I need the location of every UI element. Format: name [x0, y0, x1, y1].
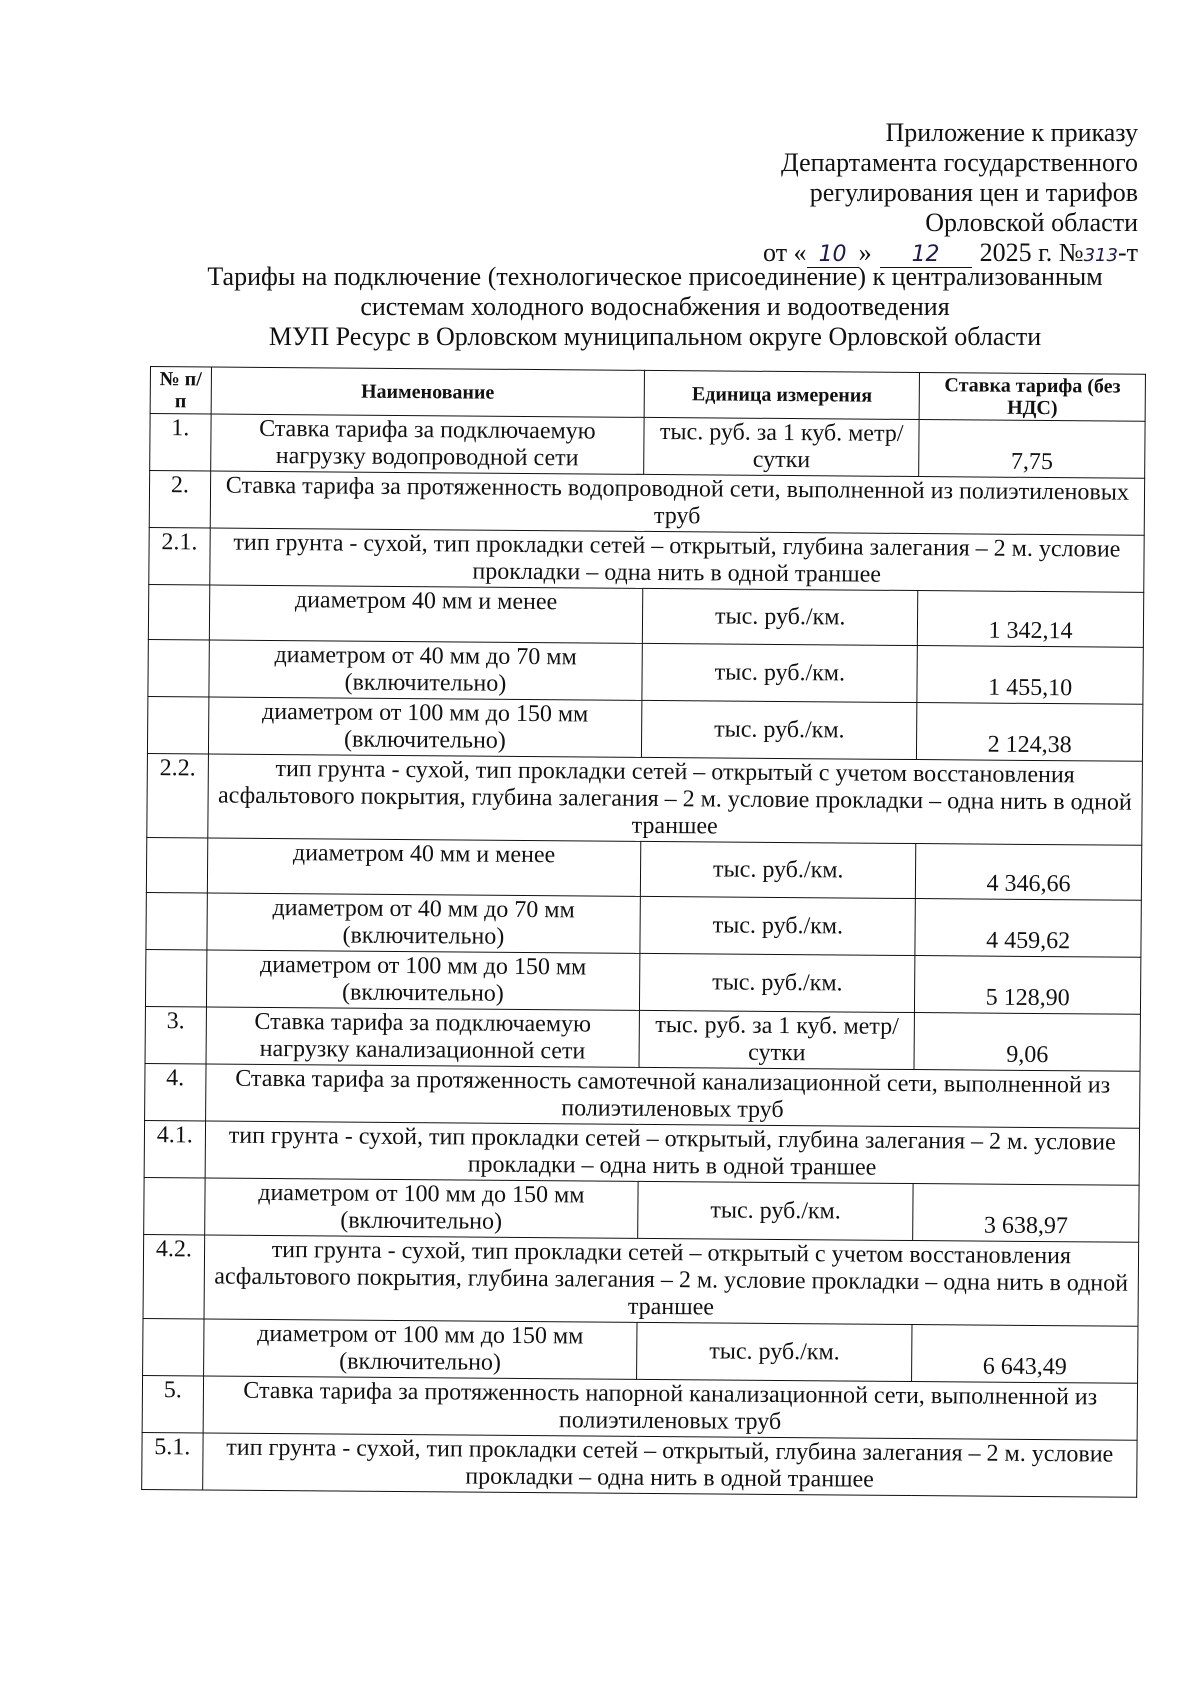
- item-unit: тыс. руб./км.: [640, 841, 916, 898]
- row-number: 2.: [149, 471, 210, 528]
- table-row: [148, 584, 1143, 647]
- row-number: [146, 892, 207, 949]
- item-value: 1 342,14: [918, 591, 1144, 648]
- table-row: [150, 414, 1145, 479]
- section-row: [142, 1432, 1137, 1497]
- row-number: 4.2.: [143, 1234, 204, 1318]
- section-title: тип грунта - сухой, тип прокладки сетей – открытый с учетом восстановления асфальтового покрытия, глубина залегания – 2 м. условие прокладки – одна нить в одной траншее: [207, 754, 1142, 845]
- table-row: [143, 1318, 1138, 1383]
- order-month-handwritten: 12: [880, 243, 972, 268]
- table-row: [144, 1177, 1139, 1242]
- section-row: [142, 1375, 1137, 1440]
- table-row: [145, 1006, 1140, 1071]
- item-name: диаметром от 100 мм до 150 мм (включительно): [204, 1178, 638, 1238]
- table-row: [147, 696, 1142, 761]
- item-unit: тыс. руб./км.: [638, 1181, 914, 1240]
- item-value: 5 128,90: [915, 956, 1141, 1015]
- order-day-handwritten: 10: [807, 243, 859, 268]
- item-value: 2 124,38: [917, 703, 1143, 762]
- order-number-handwritten: 313: [1083, 245, 1118, 266]
- item-name: диаметром 40 мм и менее: [209, 585, 643, 643]
- header-unit: Единица измерения: [644, 370, 920, 419]
- item-value: 1 455,10: [917, 646, 1143, 705]
- item-name: диаметром от 100 мм до 150 мм (включительно): [208, 697, 642, 757]
- row-number: 1.: [150, 414, 211, 471]
- section-title: тип грунта - сухой, тип прокладки сетей – открытый с учетом восстановления асфальтового покрытия, глубина залегания – 2 м. условие прокладки – одна нить в одной траншее: [204, 1235, 1139, 1326]
- document-title: [160, 262, 1150, 352]
- header-line: регулирования цен и тарифов: [809, 178, 1138, 207]
- item-value: 4 346,66: [916, 844, 1142, 901]
- row-number: [148, 584, 209, 639]
- item-value: 3 638,97: [913, 1184, 1139, 1243]
- section-row: [144, 1120, 1139, 1185]
- order-prefix: от «: [763, 238, 807, 267]
- row-number: [144, 1177, 205, 1234]
- header-value: Ставка тарифа (без НДС): [919, 373, 1145, 422]
- section-title: тип грунта - сухой, тип прокладки сетей – открытый, глубина залегания – 2 м. условие прокладки – одна нить в одной траншее: [205, 1121, 1140, 1185]
- item-value: 7,75: [919, 420, 1145, 479]
- item-unit: тыс. руб. за 1 куб. метр/сутки: [639, 1010, 915, 1069]
- table-row: [146, 892, 1141, 957]
- row-number: 5.: [142, 1375, 203, 1432]
- order-annex-header: [763, 118, 1138, 268]
- table-row: [145, 949, 1140, 1014]
- header-line: Департамента государственного: [781, 148, 1138, 177]
- title-line: системам холодного водоснабжения и водоотведения: [360, 292, 950, 321]
- item-unit: тыс. руб./км.: [640, 896, 916, 955]
- item-unit: тыс. руб./км.: [637, 1322, 913, 1381]
- row-number: 4.1.: [144, 1120, 205, 1177]
- tariff-table: [141, 366, 1146, 1498]
- item-unit: тыс. руб./км.: [642, 643, 918, 702]
- section-row: [149, 527, 1144, 592]
- item-unit: тыс. руб./км.: [640, 953, 916, 1012]
- order-suffix: -т: [1117, 238, 1138, 267]
- title-line: Тарифы на подключение (технологическое присоединение) к централизованным: [207, 262, 1103, 291]
- item-name: Ставка тарифа за подключаемую нагрузку водопроводной сети: [210, 414, 644, 474]
- item-unit: тыс. руб. за 1 куб. метр/сутки: [644, 417, 920, 476]
- section-row: [149, 471, 1144, 536]
- item-value: 4 459,62: [915, 899, 1141, 958]
- order-year: 2025 г. №: [979, 238, 1084, 267]
- item-name: Ставка тарифа за подключаемую нагрузку канализационной сети: [206, 1007, 640, 1067]
- table-body: [142, 414, 1145, 1498]
- item-name: диаметром 40 мм и менее: [207, 838, 641, 896]
- item-unit: тыс. руб./км.: [642, 588, 918, 645]
- item-name: диаметром от 100 мм до 150 мм (включительно): [206, 950, 640, 1010]
- item-name: диаметром от 100 мм до 150 мм (включительно): [203, 1319, 637, 1379]
- header-line: Орловской области: [925, 208, 1138, 237]
- section-title: тип грунта - сухой, тип прокладки сетей – открытый, глубина залегания – 2 м. условие прокладки – одна нить в одной траншее: [202, 1433, 1137, 1497]
- section-row: [145, 1063, 1140, 1128]
- section-title: Ставка тарифа за протяженность напорной канализационной сети, выполненной из полиэтиленовых труб: [203, 1376, 1138, 1440]
- item-value: 9,06: [914, 1013, 1140, 1072]
- table-row: [148, 639, 1143, 704]
- header-line: Приложение к приказу: [885, 118, 1138, 147]
- section-title: Ставка тарифа за протяженность водопроводной сети, выполненной из полиэтиленовых труб: [210, 471, 1145, 535]
- section-title: тип грунта - сухой, тип прокладки сетей – открытый, глубина залегания – 2 м. условие прокладки – одна нить в одной траншее: [209, 528, 1144, 592]
- item-name: диаметром от 40 мм до 70 мм (включительно): [207, 893, 641, 953]
- header-name: Наименование: [211, 367, 645, 417]
- table-header-row: [150, 367, 1145, 422]
- order-quote-close: »: [858, 238, 872, 267]
- section-row: [143, 1234, 1139, 1326]
- section-title: Ставка тарифа за протяженность самотечной канализационной сети, выполненной из полиэтиленовых труб: [205, 1064, 1140, 1128]
- item-name: диаметром от 40 мм до 70 мм (включительно): [209, 640, 643, 700]
- title-line: МУП Ресурс в Орловском муниципальном округе Орловской области: [268, 322, 1042, 351]
- row-number: 2.1.: [149, 527, 210, 584]
- item-value: 6 643,49: [912, 1325, 1138, 1384]
- row-number: 3.: [145, 1006, 206, 1063]
- section-row: [147, 753, 1143, 845]
- item-unit: тыс. руб./км.: [642, 700, 918, 759]
- row-number: [147, 696, 208, 753]
- row-number: 4.: [145, 1063, 206, 1120]
- row-number: [145, 949, 206, 1006]
- row-number: [148, 639, 209, 696]
- row-number: [146, 837, 207, 892]
- row-number: 5.1.: [142, 1432, 203, 1489]
- header-num: № п/п: [150, 367, 211, 414]
- table-row: [146, 837, 1141, 900]
- row-number: [143, 1318, 204, 1375]
- row-number: 2.2.: [147, 753, 208, 837]
